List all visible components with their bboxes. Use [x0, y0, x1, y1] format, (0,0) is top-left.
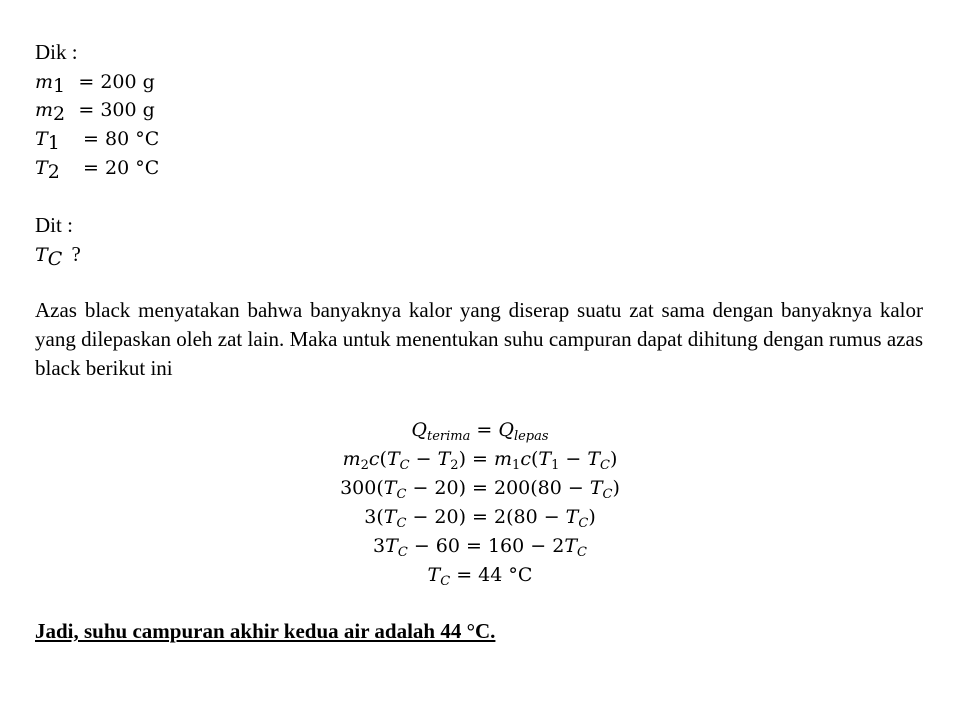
given-t1: $T_1 = 80$ °C	[35, 128, 160, 154]
asked-label: Dit :	[35, 213, 73, 237]
given-m1: $m_1 = 200$ g	[35, 71, 155, 97]
given-m2: $m_2 = 300$ g	[35, 99, 155, 125]
given-label: Dik :	[35, 40, 78, 64]
equation-line: $m_2c(T_C - T_2) = m_1c(T_1 - T_C)$	[342, 448, 618, 473]
equation-line: $Q_{terima} = Q_{lepas}$	[411, 419, 549, 444]
given-t2: $T_2 = 20$ °C	[35, 157, 160, 183]
conclusion: Jadi, suhu campuran akhir kedua air adalah 44 °C.	[35, 619, 496, 643]
equation-line: $T_C = 44$ °C	[427, 564, 533, 589]
explanation-paragraph: Azas black menyatakan bahwa banyaknya kalor yang diserap suatu zat sama dengan banyaknya kalor yang dilepaskan oleh zat lain. Maka untuk menentukan suhu campuran dapat dihitung dengan rumus azas black berikut ini	[35, 298, 923, 380]
equation-block	[0, 416, 960, 590]
equation-line: $3T_C - 60 = 160 - 2T_C$	[373, 535, 587, 560]
equation-line: $3(T_C - 20) = 2(80 - T_C)$	[364, 506, 596, 531]
asked-variable: $T_C$ ?	[35, 242, 81, 270]
equation-line: $300(T_C - 20) = 200(80 - T_C)$	[340, 477, 620, 502]
